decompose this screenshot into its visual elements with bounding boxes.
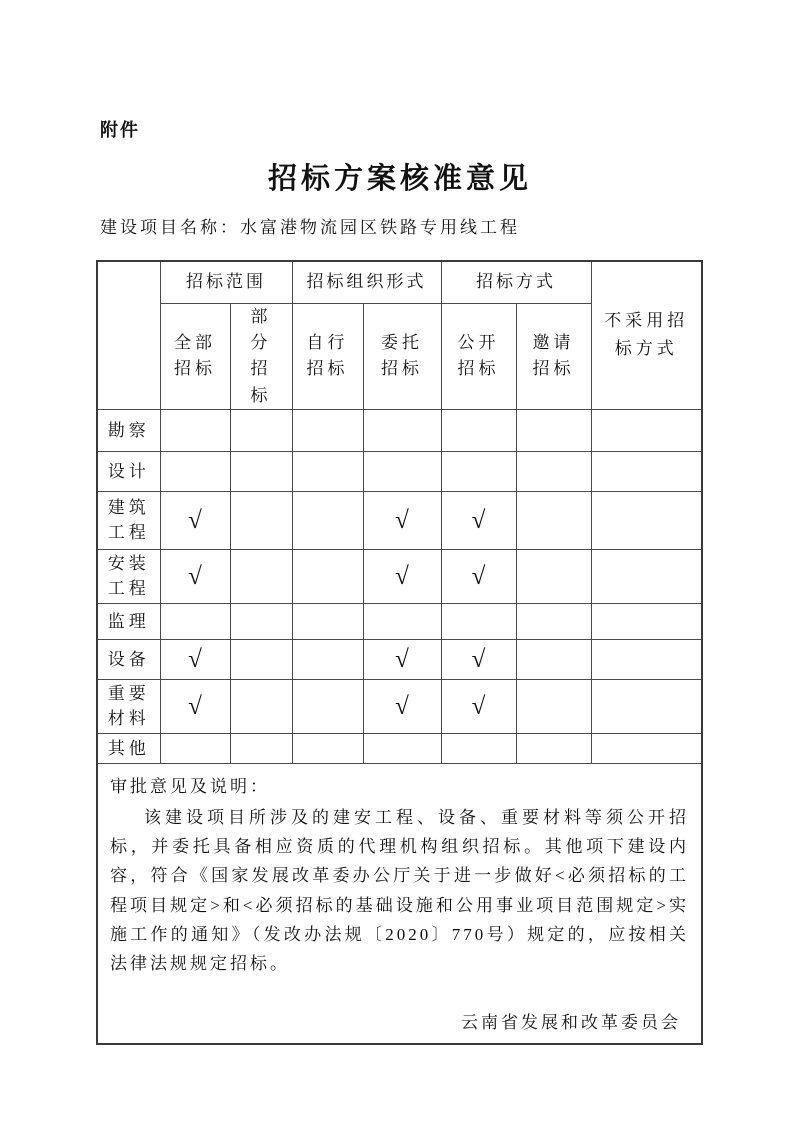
group-header-bidding-method: 招标方式 (441, 261, 591, 303)
check-cell (363, 603, 441, 639)
table-row-design (97, 451, 702, 491)
check-cell (591, 639, 702, 679)
check-cell: √ (160, 491, 230, 549)
check-cell (292, 603, 363, 639)
check-cell (591, 603, 702, 639)
check-cell (516, 409, 591, 451)
check-cell (441, 733, 516, 763)
table-row-construction-works (97, 491, 702, 549)
table-row-supervision (97, 603, 702, 639)
header-no-bidding-method: 不采用招标方式 (591, 261, 702, 409)
check-cell (230, 679, 292, 733)
sub-header-full-bidding: 全部招标 (160, 303, 230, 409)
row-label: 安装工程 (97, 549, 160, 603)
check-cell: √ (160, 549, 230, 603)
check-cell (441, 409, 516, 451)
approval-heading: 审批意见及说明： (110, 776, 270, 796)
check-cell (516, 639, 591, 679)
check-cell (516, 603, 591, 639)
page-title: 招标方案核准意见 (267, 163, 532, 195)
check-cell (591, 733, 702, 763)
project-name-value: 水富港物流园区铁路专用线工程 (240, 218, 520, 237)
sub-header-partial-bidding: 部分招标 (230, 303, 292, 409)
check-cell (441, 603, 516, 639)
row-label: 设计 (97, 451, 160, 491)
check-cell (292, 733, 363, 763)
check-cell: √ (363, 679, 441, 733)
check-cell (160, 733, 230, 763)
check-cell (363, 733, 441, 763)
sub-header-invited-bidding: 邀请招标 (516, 303, 591, 409)
approval-body-text: 该建设项目所涉及的建安工程、设备、重要材料等须公开招标，并委托具备相应资质的代理机构组织招标。其他项下建设内容，符合《国家发展改革委办公厅关于进一步做好<必须招标的工程项目规定>和<必须招标的基础设施和公用事业项目范围规定>实施工作的通知》（发改办法规〔2020〕770号）规定的，应按相关法律法规规定招标。 (110, 807, 689, 974)
check-cell (516, 491, 591, 549)
check-cell (516, 549, 591, 603)
check-cell (292, 451, 363, 491)
signature-authority: 云南省发展和改革委员会 (461, 1013, 681, 1033)
project-name-line (100, 213, 520, 238)
check-cell (230, 491, 292, 549)
check-cell (230, 603, 292, 639)
row-label: 其他 (97, 733, 160, 763)
check-cell (591, 451, 702, 491)
row-label: 重要材料 (97, 679, 160, 733)
group-header-row (97, 261, 702, 303)
check-cell (591, 549, 702, 603)
check-cell (292, 679, 363, 733)
check-cell (516, 733, 591, 763)
check-cell (160, 409, 230, 451)
approval-opinion-row (97, 763, 702, 1044)
check-cell (230, 549, 292, 603)
row-label: 监理 (97, 603, 160, 639)
check-cell (591, 491, 702, 549)
check-cell (230, 451, 292, 491)
check-cell: √ (441, 549, 516, 603)
check-cell (160, 603, 230, 639)
project-name-label: 建设项目名称： (100, 218, 240, 237)
check-cell (292, 409, 363, 451)
attachment-label: 附件 (100, 120, 140, 140)
check-cell (591, 679, 702, 733)
table-row-important-materials (97, 679, 702, 733)
check-cell (441, 451, 516, 491)
check-cell (230, 409, 292, 451)
check-cell (516, 679, 591, 733)
check-cell (292, 639, 363, 679)
corner-cell (97, 261, 160, 409)
sub-header-self-bidding: 自行招标 (292, 303, 363, 409)
check-cell (230, 733, 292, 763)
table-row-installation-works (97, 549, 702, 603)
check-cell: √ (160, 679, 230, 733)
check-cell (160, 451, 230, 491)
check-cell: √ (363, 549, 441, 603)
row-label: 设备 (97, 639, 160, 679)
row-label: 勘察 (97, 409, 160, 451)
check-cell (292, 491, 363, 549)
group-header-bidding-scope: 招标范围 (160, 261, 292, 303)
check-cell (363, 409, 441, 451)
check-cell (230, 639, 292, 679)
check-cell: √ (441, 679, 516, 733)
table-row-other (97, 733, 702, 763)
check-cell (292, 549, 363, 603)
check-cell: √ (363, 491, 441, 549)
check-cell (591, 409, 702, 451)
sub-header-public-bidding: 公开招标 (441, 303, 516, 409)
table-row-survey (97, 409, 702, 451)
group-header-organization-form: 招标组织形式 (292, 261, 441, 303)
check-cell (516, 451, 591, 491)
check-cell: √ (441, 639, 516, 679)
row-label: 建筑工程 (97, 491, 160, 549)
bidding-approval-table (96, 260, 703, 1045)
table-row-equipment (97, 639, 702, 679)
check-cell: √ (160, 639, 230, 679)
check-cell (363, 451, 441, 491)
check-cell: √ (441, 491, 516, 549)
check-cell: √ (363, 639, 441, 679)
approval-opinion-cell (97, 763, 702, 1044)
sub-header-entrusted-bidding: 委托招标 (363, 303, 441, 409)
